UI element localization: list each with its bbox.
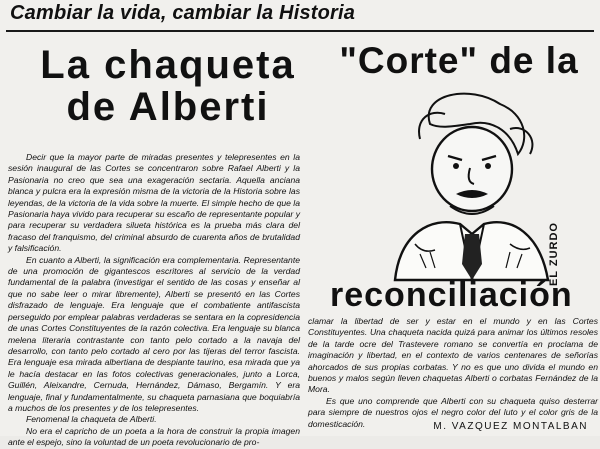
top-rule [6,30,594,32]
paragraph: En cuanto a Alberti, la significación era complementaria. Representante de una promoción de gigantescos escritores al servicio de la verdad fundamental de la palabra (investigar el sentido de las cosas y enseñar al que no sabe leer o mirar libremente), Alberti se presentó en las Cortes disfrazado de lenguaje. Era lenguaje que el combatiente antifascista perseguido por emplear palabras verdaderas se sentara en la copresidencia de unas Cortes Constituyentes de la razón colectiva. Era lenguaje su blanca melena literaria contrastante con tanto pelo cortado a la navaja del desarrollo, con tanto pelo cortado al cero por las tijeras del terror fascista. Era lenguaje esa mirada albertiana de despiante taurino, esa mirada que ya le hacía destacar en las fotos colectivas generacionales, junto a Lorca, Guillén, Aleixandre, Cernuda, Hernández, Dámaso, Bergamín. Y era lenguaje, final y fundamentalmente, su chaqueta parnasiana que boquiabría a muchos de los presentes y de los telepresentes. [8,254,300,413]
kicker: Cambiar la vida, cambiar la Historia [10,2,356,24]
headline-right-top: "Corte" de la [339,40,579,81]
alberti-caricature-icon [360,84,560,280]
paragraph: No era el capricho de un poeta a la hora de construir la propia imagen ante el espejo, sino la voluntad de un poeta revolucionario de pro- [8,425,300,448]
headline-left-line1: La chaqueta [40,43,296,87]
paragraph: Fenomenal la chaqueta de Alberti. [26,414,157,425]
body-left-column [8,152,300,449]
headline-left-line2: de Alberti [66,85,270,129]
paragraph: Decir que la mayor parte de miradas presentes y telepresentes en la sesión inaugural de las Cortes se concentraron sobre Rafael Alberti y la Pasionaria no creo que sea una exageración sectaria. Aquella anciana blanca y pulcra era la expresión misma de la victoria de la Historia sobre las leyendas, de la victoria de la vida sobre la muerte. El simple hecho de que la Pasionaria haya vivido para recuperar su escaño de representante popular y para recuperar su verdadera silueta histórica es la prueba más clara del fracaso del franquismo, del criminal absurdo de cuarenta años de brutalidad y falsificación. [8,152,300,254]
author-signature: M. VAZQUEZ MONTALBAN [433,421,588,432]
headline-right-bottom: reconciliación [330,276,573,314]
paragraph: Es que uno comprende que Alberti con su chaqueta quiso desterrar para siempre de nuestros ojos el negro color del luto y el color gris de la domesticación. [308,395,598,429]
paragraph: clamar la libertad de ser y estar en el mundo y en las Cortes Constituyentes. Una chaqueta nacida quizá para animar los últimos resoles de la tarde ocre del Trastevere romano se convertía en proclama de imaginación y libertad, en el contexto de varios centenares de señorías ahorcados de sus propias corbatas. Y no es que uno divida el mundo en buenos y malos según lleven chaquetas Alberti o corbatas Fernández de la Mora. [308,316,598,395]
cartoonist-signature: EL ZURDO [548,222,560,287]
headline-left [18,44,318,128]
body-right-column [308,316,598,430]
